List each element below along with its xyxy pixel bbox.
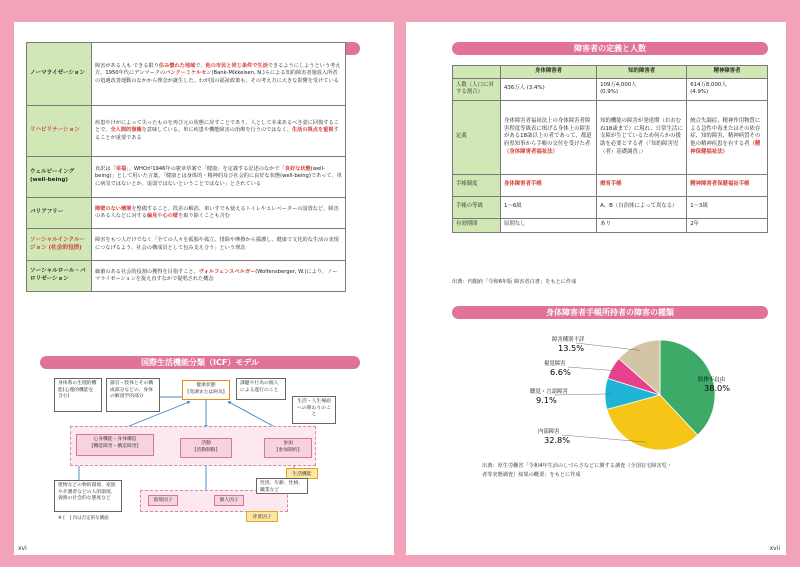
description-fragment: 良好な状態 [284, 165, 311, 172]
body-function-note: 身体系の生理的機能(心理的機能を含む) [54, 378, 102, 412]
term-description [92, 261, 346, 292]
definition-cell [501, 174, 597, 196]
description-fragment: 偏見 [146, 213, 158, 219]
definition-cell [687, 78, 768, 100]
activity: 活動 [活動制限] [180, 438, 232, 458]
body-structure-note: 器官・肢体とその構成部分などの、身体の解剖学的部分 [106, 378, 160, 412]
definition-cell [501, 78, 597, 100]
column-header: 身体障害者 [501, 66, 597, 79]
description-fragment: を取り除くことも含む [178, 213, 230, 219]
pie-slice-value: 32.8% [544, 435, 571, 445]
term-name: ソーシャルインクルージョン (社会的包摂) [27, 229, 92, 261]
cell-text: 原則なし [504, 221, 526, 228]
icf-title: 国際生活機能分類（ICF）モデル [40, 356, 360, 369]
description-fragment: で、 [195, 62, 206, 69]
environmental-factors: 環境因子 [148, 495, 178, 506]
cell-text: A、B（自治体によって異なる） [600, 203, 678, 210]
description-fragment: 障害がある人も できる限り [95, 62, 159, 69]
personal-factors: 個人因子 [214, 495, 244, 506]
pie-slice-value: 13.5% [558, 343, 585, 353]
definition-row [453, 218, 768, 232]
row-header: 手帳制度 [453, 174, 501, 196]
cell-text: 統合失調症、精神作用物質による急性中毒またはその依存症、知的障害、精神病質その他の精神疾患を有する者 [690, 117, 761, 148]
description-fragment: 生活の視点を重視 [291, 127, 334, 134]
description-fragment: 」。WHOが1946年の憲章草案で「健康」を定義する記述のなかで「 [126, 165, 285, 172]
pie-slice-label: 視覚障害 [544, 361, 566, 367]
definition-cell [501, 196, 597, 218]
term-name: リハビリテーション [27, 106, 92, 157]
definition-cell [597, 78, 687, 100]
icf-footnote: ※ [ ] 内は否定的な側面 [58, 516, 109, 521]
term-row [27, 106, 346, 157]
definition-cell [687, 174, 768, 196]
term-row [27, 261, 346, 292]
definition-row [453, 196, 768, 218]
description-fragment: を意味している。単に疾患や機能障害の治療を行うのではなく、 [141, 127, 292, 134]
definition-row [453, 174, 768, 196]
personal-note: 性別、年齢、性格、職業など [256, 478, 308, 494]
law-reference: （精神保健福祉法） [690, 141, 761, 156]
description-fragment: や [157, 213, 163, 219]
icf-diagram [24, 372, 348, 522]
description-fragment: 幸福 [115, 165, 127, 172]
description-fragment: 他の市民と同じ条件で生活 [205, 62, 268, 69]
cell-text: 109万4,000人 (0.9%) [600, 81, 637, 96]
cell-text: 1〜3級 [690, 203, 708, 210]
activity-note: 課題や行為の個人による遂行のこと [236, 378, 286, 400]
pie-chart [530, 335, 730, 455]
description-fragment: (Wolfensberger, W.)により、ノーマライゼーションを捉え直すなかで提唱された概念 [95, 268, 338, 282]
cell-text: 身体障害者福祉法上の身体障害者障害程度等級表に掲げる身体上の障害がある18歳以上の者であって、都道府県知事から手帳の交付を受けた者 [504, 117, 592, 148]
welfare-terms-table [26, 42, 346, 292]
cell-text: 2年 [690, 221, 700, 228]
column-header: 精神障害者 [687, 66, 768, 79]
description-fragment: (Bank-Mikkelsen, N.)らによる知的障害者施設入所者の処遇改善運動のなかから理念が誕生した。わが国の福祉政策も、その考え方に大きな影響を受けている [95, 70, 339, 84]
description-fragment: 障害をもつ人だけでなく「全ての人々を孤独や孤立、排除や摩擦から援護し、健康で文化的な生活の実現につなげるよう、社会の構成員として包み支え合う」という理念 [95, 237, 339, 251]
description-fragment: することが重要である [95, 127, 339, 141]
description-fragment: を整備すること。段差の解消、車いすでも使えるトイレやエレベーターの設置など、障害のある人などに対する [95, 205, 339, 219]
term-name: ソーシャルロール・バロリゼーション [27, 261, 92, 292]
pie-slice-value: 38.0% [704, 383, 730, 393]
participation-note: 生活・人生場面への関わりのこと [292, 396, 336, 424]
row-header: 手帳の等級 [453, 196, 501, 218]
definition-row [453, 78, 768, 100]
definition-cell [597, 218, 687, 232]
column-header: 知的障害者 [597, 66, 687, 79]
background-factors-tag: 背景因子 [246, 511, 278, 522]
term-row [27, 157, 346, 198]
right-page-number: xvii [769, 545, 780, 552]
description-fragment: 障壁のない環境 [95, 205, 132, 212]
left-page-number: xvi [18, 545, 27, 552]
term-name: ウェルビーイング (well-being) [27, 157, 92, 198]
definition-cell [501, 100, 597, 174]
pie-slice-value: 6.6% [550, 367, 571, 377]
definition-cell [687, 218, 768, 232]
definitions-source: 出典：内閣府「令和6年版 障害者白書」をもとに作成 [452, 279, 577, 285]
row-header: 有効期間 [453, 218, 501, 232]
description-fragment: 価値のある社会的役割の獲得を目指すこと。 [95, 268, 199, 275]
description-fragment: 住み慣れた地域 [158, 62, 196, 69]
term-description [92, 43, 346, 106]
definitions-table [452, 65, 768, 233]
definition-cell [687, 196, 768, 218]
term-description [92, 229, 346, 261]
pie-leader-line [576, 343, 640, 350]
term-row [27, 198, 346, 229]
pie-slice-label: 内部障害 [538, 429, 560, 435]
cell-text: 614万8,000人 (4.9%) [690, 81, 727, 96]
body-function-structure: 心身機能・身体構造 [機能障害・構造障害] [76, 434, 154, 456]
description-fragment: 直訳は「 [95, 165, 116, 172]
term-description [92, 106, 346, 157]
environmental-note: 建物などの物的環境、家族や介護者などの人的環境、義務の社会的な態度など [54, 480, 122, 512]
pie-slice-value: 9.1% [536, 395, 557, 405]
pie-leader-line [568, 367, 617, 371]
definition-row [453, 100, 768, 174]
pie-source-line2: 者等実態調査）結果の概要」をもとに作成 [482, 472, 581, 478]
pie-slice-label: 肢体不自由 [698, 377, 725, 383]
description-fragment: バンク－ミケルセン [165, 70, 212, 77]
pie-slice-label: 障害種別不詳 [552, 337, 585, 343]
life-function-tag: 生活機能 [286, 468, 318, 479]
definitions-title: 障害者の定義と人数 [452, 42, 768, 55]
pie-source-line1: 出典：厚生労働省「令和4年生活のしづらさなどに関する調査（全国在宅障害児・ [482, 463, 673, 469]
cell-text: あり [600, 221, 611, 228]
term-description [92, 198, 346, 229]
cell-text: 療育手帳 [600, 181, 622, 188]
term-row [27, 43, 346, 106]
description-fragment: 全人間的復権 [110, 127, 142, 134]
term-name: バリアフリー [27, 198, 92, 229]
cell-text: 436万人 (3.4%) [504, 85, 545, 92]
definition-cell [597, 174, 687, 196]
cell-text: 1〜6級 [504, 203, 522, 210]
health-condition: 健康状態 [変調または病気] [182, 380, 230, 400]
definition-cell [687, 100, 768, 174]
cell-text: 精神障害者保健福祉手帳 [690, 181, 750, 188]
term-description [92, 157, 346, 198]
definition-cell [597, 100, 687, 174]
definition-cell [501, 218, 597, 232]
row-header: 人数（人口に対する割合） [453, 78, 501, 100]
description-fragment: 心の壁 [162, 213, 179, 219]
pie-title: 身体障害者手帳所持者の障害の種類 [452, 306, 768, 319]
cell-text: 身体障害者手帳 [504, 181, 542, 188]
cell-text: 知的機能の障害が発達期（おおむね18歳まで）に現れ、日常生活に支障が生じているため何らかの援助を必要とする者（「知的障害児（者）基礎調査」） [600, 117, 683, 156]
column-header [453, 66, 501, 79]
description-fragment: (well-being)」として用いた言葉。「健康とは身体的・精神的及び社会的に良好な状態(well-being)であって、単に病気ではないとか、虚弱ではないということではない」とされている [95, 165, 342, 187]
pie-slice-label: 聴覚・言語障害 [530, 389, 568, 395]
participation: 参加 [参加制約] [264, 438, 312, 458]
description-fragment: できるようにしようという考え方。1950年代にデンマークの [95, 62, 341, 77]
law-reference: （身体障害者福祉法） [504, 149, 558, 156]
description-fragment: 疾患やけがによって失ったものを再び元の状態に戻すことであり、人として本来あるべき姿に回復することで、 [95, 119, 339, 134]
row-header: 定義 [453, 100, 501, 174]
definition-cell [597, 196, 687, 218]
term-name: ノーマライゼーション [27, 43, 92, 106]
term-row [27, 229, 346, 261]
description-fragment: ヴォルフェンスベルガー [198, 268, 256, 275]
